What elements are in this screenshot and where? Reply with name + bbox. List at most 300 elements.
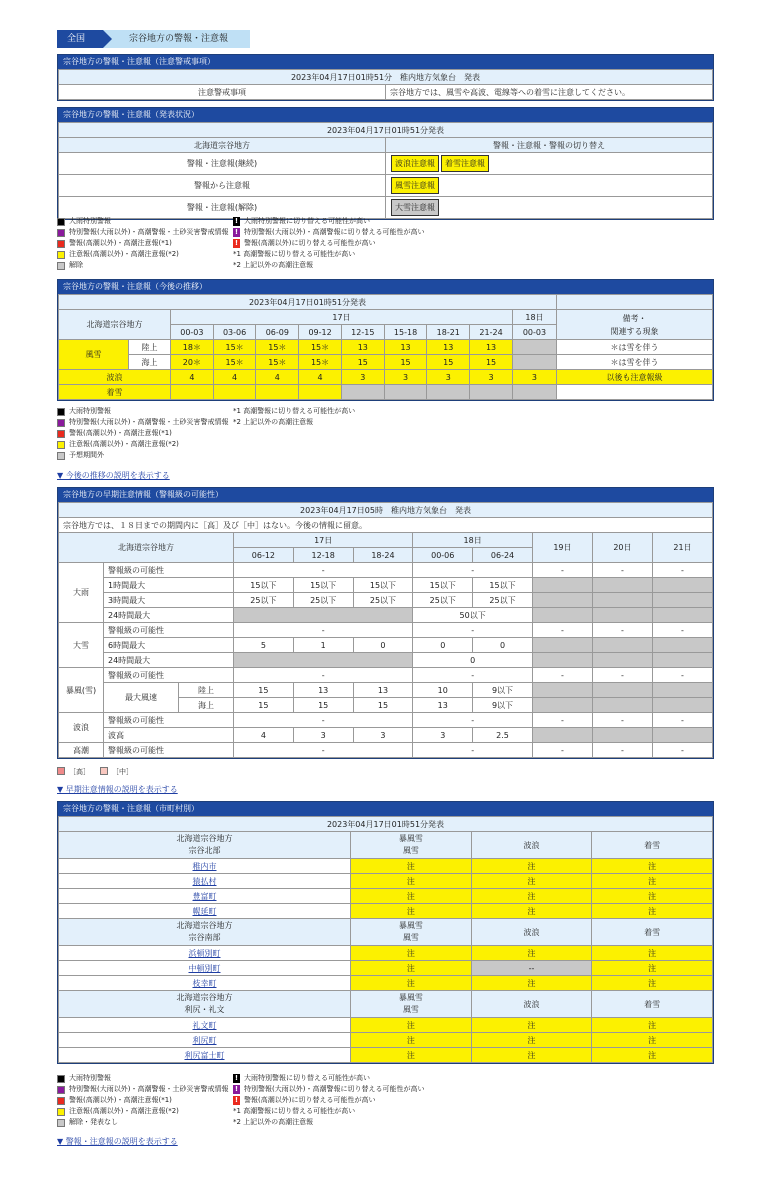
empty-cell — [652, 638, 712, 653]
text-label: 特別警報(大雨以外)・高潮警報に切り替える可能性が高い — [244, 1085, 425, 1093]
table-cell: 着雪 — [592, 919, 713, 946]
row-label: 高潮 — [59, 743, 104, 758]
row-label: 大雪 — [59, 623, 104, 668]
issued-line: 2023年04月17日01時51分発表 — [59, 295, 557, 310]
status-label: 警報・注意報(継続) — [59, 153, 386, 175]
table-cell — [351, 919, 472, 946]
empty-cell — [341, 385, 384, 400]
text-label: 特別警報(大雨以外)・高潮警報・土砂災害警戒情報 — [69, 228, 229, 236]
row-label: 暴風(雪) — [59, 668, 104, 713]
table-cell: 0 — [413, 638, 473, 653]
table-cell: 0 — [353, 638, 413, 653]
text-label: *1 高潮警報に切り替える可能性が高い — [233, 407, 356, 415]
text-label: 大雨特別警報に切り替える可能性が高い — [244, 217, 370, 225]
purple-alert-icon: ! — [234, 228, 239, 236]
day-header: 17日 — [171, 310, 513, 325]
table-cell: 20＊ — [171, 355, 214, 370]
legend-swatch — [57, 1086, 65, 1094]
table-cell: - — [234, 623, 413, 638]
empty-cell — [652, 698, 712, 713]
table-cell: 注 — [592, 961, 713, 976]
table-cell: 3 — [512, 370, 556, 385]
table-cell: 注 — [592, 946, 713, 961]
table-cell: 注 — [592, 1018, 713, 1033]
empty-cell — [652, 683, 712, 698]
table-cell: 15以下 — [413, 578, 473, 593]
breadcrumb-current: 宗谷地方の警報・注意報 — [103, 30, 250, 48]
text-label: 特別警報(大雨以外)・高潮警報・土砂災害警戒情報 — [69, 1085, 229, 1093]
table-cell: 06-24 — [473, 548, 533, 563]
table-cell: 9以下 — [473, 698, 533, 713]
empty-cell — [592, 653, 652, 668]
time-header: 15-18 — [384, 325, 427, 340]
time-header: 09-12 — [299, 325, 342, 340]
empty-cell — [512, 385, 556, 400]
issued-line: 2023年04月17日01時51分発表 — [59, 123, 713, 138]
legend — [57, 1073, 424, 1128]
section-title: 宗谷地方の警報・注意報（注意警戒事項） — [58, 55, 713, 69]
town-link[interactable]: 利尻富士町 — [184, 1050, 225, 1060]
legend-swatch — [57, 430, 65, 438]
region-header: 北海道宗谷地方 — [59, 310, 171, 340]
note-cell: ＊は雪を伴う — [557, 355, 713, 370]
town-link[interactable]: 礼文町 — [192, 1020, 217, 1030]
town-link[interactable]: 猿払村 — [192, 876, 217, 886]
table-cell — [59, 946, 351, 961]
legend-swatch — [57, 419, 65, 427]
table-cell: - — [592, 713, 652, 728]
time-header: 12-15 — [341, 325, 384, 340]
text-label: 警報(高潮以外)・高潮注意報(*1) — [69, 1096, 172, 1104]
table-cell: - — [532, 713, 592, 728]
text-label: 解除 — [69, 261, 83, 269]
empty-cell — [427, 385, 470, 400]
table-cell: - — [652, 743, 712, 758]
empty-cell — [512, 340, 556, 355]
empty-cell — [470, 385, 513, 400]
time-header: 00-03 — [171, 325, 214, 340]
text-label: *1 高潮警報に切り替える可能性が高い — [233, 1107, 356, 1115]
table-cell: 注 — [471, 859, 592, 874]
table-cell: 15＊ — [256, 340, 299, 355]
table-cell: 25以下 — [293, 593, 353, 608]
text-label: 利尻・礼文 — [184, 1005, 225, 1014]
table-cell: 15以下 — [293, 578, 353, 593]
table-cell: 13 — [384, 340, 427, 355]
breadcrumb-home-link[interactable]: 全国 — [57, 30, 103, 48]
town-link[interactable]: 稚内市 — [192, 861, 217, 871]
yellow-swatch — [57, 251, 65, 259]
table-cell: 注 — [592, 874, 713, 889]
empty-cell — [592, 608, 652, 623]
table-cell: - — [532, 668, 592, 683]
text-label: 注意報(高潮以外)・高潮注意報(*2) — [69, 250, 179, 258]
warning-tag: 風雪注意報 — [391, 177, 439, 194]
table-cell: - — [234, 668, 413, 683]
table-cell: 波高 — [104, 728, 234, 743]
row-label: 大雨 — [59, 563, 104, 623]
table-cell: 13 — [470, 340, 513, 355]
table-cell: 着雪 — [592, 991, 713, 1018]
town-link[interactable]: 利尻町 — [192, 1035, 217, 1045]
table-cell — [59, 1048, 351, 1063]
note-cell: ＊は雪を伴う — [557, 340, 713, 355]
text-label: 北海道宗谷地方 — [176, 834, 233, 843]
table-cell: 注 — [351, 1033, 472, 1048]
table-cell: 警報級の可能性 — [104, 668, 234, 683]
table-cell: 注 — [471, 889, 592, 904]
table-cell: 1時間最大 — [104, 578, 234, 593]
town-link[interactable]: 中頓別町 — [188, 963, 221, 973]
status-label: 警報・注意報(解除) — [59, 197, 386, 219]
table-cell: - — [592, 623, 652, 638]
empty-cell — [652, 653, 712, 668]
table-cell: 波浪 — [471, 991, 592, 1018]
warning-tag: 大雪注意報 — [391, 199, 439, 216]
table-cell — [386, 197, 713, 219]
table-cell: 注 — [471, 1018, 592, 1033]
time-header: 18-21 — [427, 325, 470, 340]
time-header: 00-03 — [512, 325, 556, 340]
table-cell: 注 — [351, 859, 472, 874]
empty-cell — [171, 385, 214, 400]
caution-label: 注意警戒事項 — [59, 85, 386, 100]
table-cell: 50以下 — [413, 608, 533, 623]
text-label: *2 上記以外の高潮注意報 — [233, 418, 314, 426]
day-header: 20日 — [592, 533, 652, 563]
table-cell: 警報級の可能性 — [104, 563, 234, 578]
table-cell: -- — [471, 961, 592, 976]
table-cell: 00-06 — [413, 548, 473, 563]
text-label: 大雨特別警報 — [69, 1074, 111, 1082]
empty-cell — [532, 683, 592, 698]
note-header — [557, 310, 713, 340]
table-cell: 15 — [234, 698, 294, 713]
table-cell: - — [532, 623, 592, 638]
possibility-legend — [57, 767, 133, 778]
table-cell — [59, 961, 351, 976]
purple-swatch — [57, 229, 65, 237]
text-label: 警報(高潮以外)に切り替える可能性が高い — [244, 239, 376, 247]
early-warning-section — [57, 487, 714, 759]
show-warning-explanation-link[interactable]: ▼ 警報・注意報の説明を表示する — [57, 1137, 178, 1146]
table-cell: - — [652, 668, 712, 683]
day-header: 17日 — [234, 533, 413, 548]
table-cell: 1 — [293, 638, 353, 653]
table-cell: - — [413, 563, 533, 578]
empty-cell — [652, 608, 712, 623]
table-cell: 注 — [351, 904, 472, 919]
table-cell: - — [592, 563, 652, 578]
table-cell: 3 — [341, 370, 384, 385]
text-label: 宗谷南部 — [188, 933, 221, 942]
table-cell: 注 — [471, 1048, 592, 1063]
table-cell: 注 — [592, 859, 713, 874]
red-alert-icon: ! — [234, 1096, 239, 1104]
municipality-section — [57, 801, 714, 1064]
table-cell: 15＊ — [299, 340, 342, 355]
legend-swatch — [57, 1119, 65, 1127]
caution-text: 宗谷地方では、風雪や高波、電線等への着雪に注意してください。 — [386, 85, 713, 100]
text-label: *2 上記以外の高潮注意報 — [233, 1118, 314, 1126]
table-cell: 13 — [413, 698, 473, 713]
table-cell — [59, 991, 351, 1018]
table-cell: 警報級の可能性 — [104, 743, 234, 758]
legend-swatch — [57, 452, 65, 460]
empty-cell — [592, 728, 652, 743]
empty-cell — [234, 608, 413, 623]
empty-cell — [234, 653, 413, 668]
table-cell: 注 — [471, 946, 592, 961]
table-cell: 3 — [470, 370, 513, 385]
table-cell: 4 — [171, 370, 214, 385]
table-cell: - — [234, 713, 413, 728]
text-label: 関連する現象 — [610, 326, 659, 336]
table-cell: 4 — [299, 370, 342, 385]
town-link[interactable]: 豊富町 — [192, 891, 217, 901]
black-swatch — [57, 218, 65, 226]
text-label: 注意報(高潮以外)・高潮注意報(*2) — [69, 1107, 179, 1115]
legend-swatch — [57, 1097, 65, 1105]
text-label: 警報(高潮以外)・高潮注意報(*1) — [69, 239, 172, 247]
day-header: 21日 — [652, 533, 712, 563]
text-label: 大雨特別警報 — [69, 407, 111, 415]
empty-cell — [652, 593, 712, 608]
text-label: 風雪 — [402, 1005, 419, 1014]
region-header: 北海道宗谷地方 — [59, 138, 386, 153]
empty-cell — [652, 728, 712, 743]
table-cell: 0 — [413, 653, 533, 668]
table-cell — [59, 874, 351, 889]
text-label: 予想期間外 — [69, 451, 104, 459]
table-cell: 12-18 — [293, 548, 353, 563]
table-cell: 15以下 — [234, 578, 294, 593]
text-label: 警報(高潮以外)に切り替える可能性が高い — [244, 1096, 376, 1104]
table-cell: 注 — [592, 904, 713, 919]
table-cell: 25以下 — [473, 593, 533, 608]
text-label: 風雪 — [402, 846, 419, 855]
empty-cell — [557, 385, 713, 400]
table-cell: 注 — [471, 874, 592, 889]
issued-line: 2023年04月17日01時51分 稚内地方気象台 発表 — [59, 70, 713, 85]
black-alert-icon: ! — [234, 1074, 239, 1082]
show-trend-explanation-link[interactable]: ▼ 今後の推移の説明を表示する — [57, 471, 170, 480]
empty-cell — [532, 638, 592, 653]
table-cell: 注 — [351, 889, 472, 904]
table-cell — [351, 991, 472, 1018]
table-cell: 注 — [592, 1048, 713, 1063]
table-cell: 15＊ — [256, 355, 299, 370]
mid-swatch — [100, 767, 108, 775]
table-cell: 24時間最大 — [104, 653, 234, 668]
table-cell: 24時間最大 — [104, 608, 234, 623]
table-cell: 4 — [213, 370, 256, 385]
empty-cell — [532, 578, 592, 593]
issued-line: 2023年04月17日05時 稚内地方気象台 発表 — [59, 503, 713, 518]
table-cell: 注 — [351, 946, 472, 961]
empty-cell — [592, 698, 652, 713]
status-section — [57, 107, 714, 220]
text-label: 特別警報(大雨以外)・高潮警報に切り替える可能性が高い — [244, 228, 425, 236]
table-cell: 15 — [470, 355, 513, 370]
section-title: 宗谷地方の早期注意情報（警報級の可能性） — [58, 488, 713, 502]
warning-tag: 着雪注意報 — [441, 155, 489, 172]
table-cell: 注 — [592, 1033, 713, 1048]
sub-label: 海上 — [129, 355, 171, 370]
table-cell: - — [592, 743, 652, 758]
empty-cell — [592, 683, 652, 698]
row-label: 風雪 — [59, 340, 129, 370]
table-cell: 3 — [353, 728, 413, 743]
time-header: 03-06 — [213, 325, 256, 340]
table-cell: 0 — [473, 638, 533, 653]
town-link[interactable]: 幌延町 — [192, 906, 217, 916]
table-cell: - — [413, 713, 533, 728]
table-cell: - — [532, 563, 592, 578]
table-cell: - — [652, 563, 712, 578]
legend-swatch — [57, 1108, 65, 1116]
text-label: 暴風雪 — [398, 834, 423, 843]
table-cell: 警報級の可能性 — [104, 713, 234, 728]
section-title: 宗谷地方の警報・注意報（今後の推移） — [58, 280, 713, 294]
table-cell: 25以下 — [413, 593, 473, 608]
table-cell: 10 — [413, 683, 473, 698]
section-title: 宗谷地方の警報・注意報（市町村別） — [58, 802, 713, 816]
table-cell: 最大風速 — [104, 683, 179, 713]
text-label: 風雪 — [402, 933, 419, 942]
table-cell: 25以下 — [353, 593, 413, 608]
table-cell: 4 — [256, 370, 299, 385]
text-label: 大雨特別警報 — [69, 217, 111, 225]
table-cell: 3 — [384, 370, 427, 385]
empty-cell — [652, 578, 712, 593]
table-cell: 4 — [234, 728, 294, 743]
table-cell — [386, 153, 713, 175]
row-label: 波浪 — [59, 713, 104, 743]
text-label: 北海道宗谷地方 — [176, 921, 233, 930]
gray-swatch — [57, 262, 65, 270]
day-header: 19日 — [532, 533, 592, 563]
table-cell — [59, 1018, 351, 1033]
empty-cell — [512, 355, 556, 370]
table-cell: 注 — [471, 904, 592, 919]
table-cell: 18＊ — [171, 340, 214, 355]
table-cell: 15 — [293, 698, 353, 713]
empty-cell — [532, 728, 592, 743]
empty-cell — [299, 385, 342, 400]
red-swatch — [57, 240, 65, 248]
table-cell: 注 — [351, 1018, 472, 1033]
text-label: *1 高潮警報に切り替える可能性が高い — [233, 250, 356, 258]
legend — [57, 216, 424, 271]
table-cell: 13 — [427, 340, 470, 355]
day-header: 18日 — [413, 533, 533, 548]
switch-header: 警報・注意報・警報の切り替え — [386, 138, 713, 153]
empty-cell — [532, 593, 592, 608]
table-cell: - — [234, 743, 413, 758]
town-link[interactable]: 浜頓別町 — [188, 948, 221, 958]
table-cell: 注 — [471, 1033, 592, 1048]
black-alert-icon: ! — [234, 217, 239, 225]
region-header: 北海道宗谷地方 — [59, 533, 234, 563]
table-cell — [59, 832, 351, 859]
table-cell: - — [532, 743, 592, 758]
table-cell: - — [413, 668, 533, 683]
time-header: 21-24 — [470, 325, 513, 340]
note-cell: 以後も注意報級 — [557, 370, 713, 385]
empty-cell — [384, 385, 427, 400]
table-cell: 波浪 — [471, 919, 592, 946]
table-cell: 5 — [234, 638, 294, 653]
table-cell — [59, 1033, 351, 1048]
table-cell: 13 — [341, 340, 384, 355]
warning-tag: 波浪注意報 — [391, 155, 439, 172]
table-cell: 着雪 — [592, 832, 713, 859]
table-cell: 海上 — [179, 698, 234, 713]
table-cell: 警報級の可能性 — [104, 623, 234, 638]
table-cell: 18-24 — [353, 548, 413, 563]
empty-cell — [532, 608, 592, 623]
section-title: 宗谷地方の警報・注意報（発表状況） — [58, 108, 713, 122]
table-cell — [59, 889, 351, 904]
empty-cell — [213, 385, 256, 400]
table-cell — [59, 976, 351, 991]
table-cell: 13 — [293, 683, 353, 698]
text-label: 暴風雪 — [398, 921, 423, 930]
town-link[interactable]: 枝幸町 — [192, 978, 217, 988]
table-cell — [59, 859, 351, 874]
forecast-trend-section — [57, 279, 714, 401]
empty-cell — [592, 638, 652, 653]
table-cell: 25以下 — [234, 593, 294, 608]
table-cell: 3 — [427, 370, 470, 385]
sub-label: 陸上 — [129, 340, 171, 355]
table-cell: 15以下 — [353, 578, 413, 593]
time-header: 06-09 — [256, 325, 299, 340]
table-cell: 3 — [413, 728, 473, 743]
table-cell: - — [652, 623, 712, 638]
table-cell: 15 — [234, 683, 294, 698]
table-cell: 陸上 — [179, 683, 234, 698]
table-cell: 13 — [353, 683, 413, 698]
text-label: 特別警報(大雨以外)・高潮警報・土砂災害警戒情報 — [69, 418, 229, 426]
text-label: 備考・ — [622, 313, 647, 323]
table-cell: 15＊ — [213, 340, 256, 355]
empty-cell — [532, 698, 592, 713]
row-label: 着雪 — [59, 385, 171, 400]
legend — [57, 406, 355, 461]
empty-cell — [592, 578, 652, 593]
text-label: ［中］ — [112, 768, 133, 776]
table-cell: 15 — [427, 355, 470, 370]
text-label: 宗谷北部 — [188, 846, 221, 855]
table-cell: 15＊ — [213, 355, 256, 370]
table-cell: 注 — [351, 961, 472, 976]
table-cell — [386, 175, 713, 197]
caution-items-section — [57, 54, 714, 101]
status-label: 警報から注意報 — [59, 175, 386, 197]
table-cell: - — [592, 668, 652, 683]
empty-cell — [592, 593, 652, 608]
show-early-info-explanation-link[interactable]: ▼ 早期注意情報の説明を表示する — [57, 785, 178, 794]
row-label: 波浪 — [59, 370, 171, 385]
table-cell: 注 — [351, 976, 472, 991]
empty-cell — [256, 385, 299, 400]
breadcrumb — [57, 30, 250, 48]
table-cell: 注 — [471, 976, 592, 991]
table-cell: 注 — [592, 889, 713, 904]
table-cell: - — [652, 713, 712, 728]
